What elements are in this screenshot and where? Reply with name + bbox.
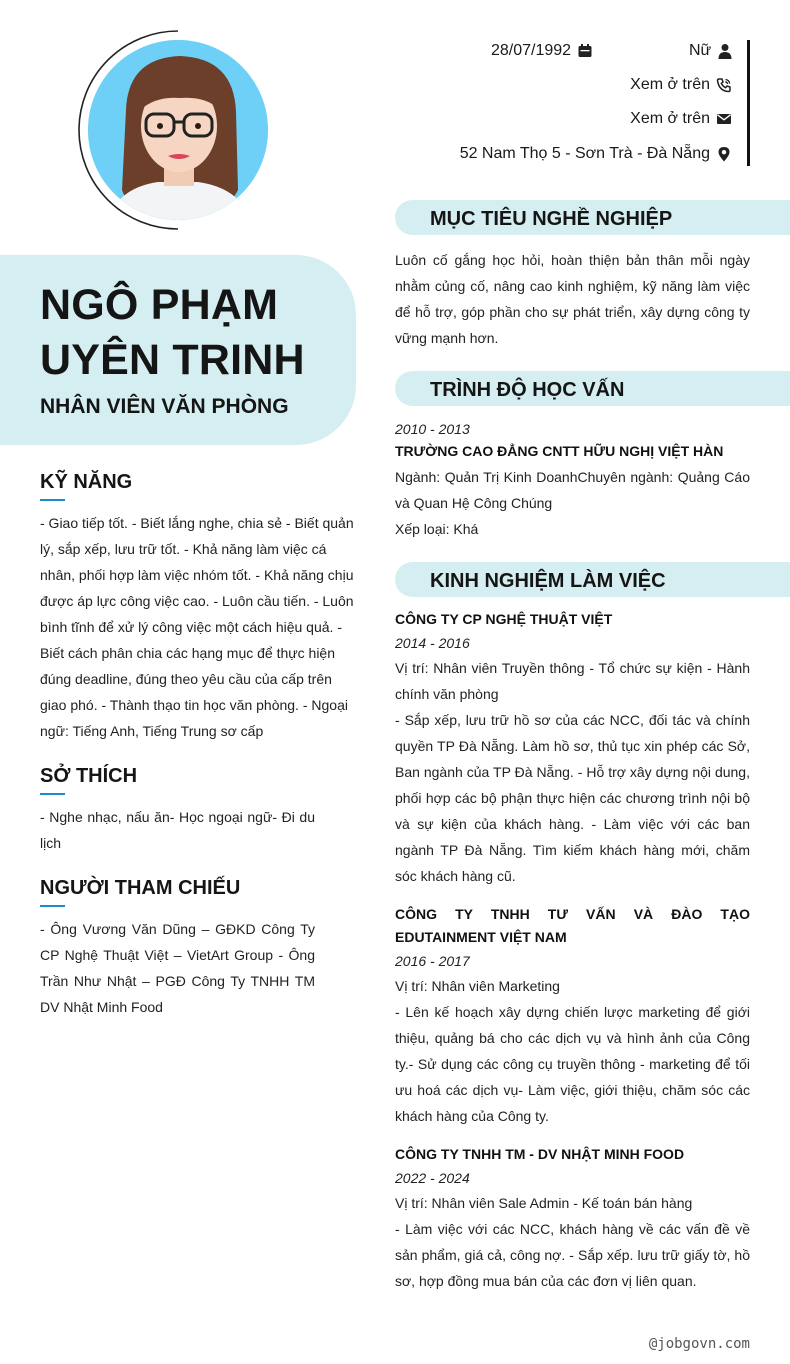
education-grade: Xếp loại: Khá bbox=[395, 521, 479, 537]
job-company: CÔNG TY TNHH TƯ VẤN VÀ ĐÀO TẠO EDUTAINMENT VIỆT NAM bbox=[395, 906, 750, 945]
contact-divider bbox=[747, 40, 750, 166]
job-company: CÔNG TY CP NGHỆ THUẬT VIỆT bbox=[395, 611, 613, 627]
contact-phone bbox=[630, 76, 732, 94]
map-pin-icon bbox=[716, 146, 732, 162]
contact-gender bbox=[689, 42, 733, 60]
job-period: 2014 - 2016 bbox=[395, 635, 470, 651]
address-text: 52 Nam Thọ 5 - Sơn Trà - Đà Nẵng bbox=[459, 145, 710, 162]
hobbies-title: SỞ THÍCH bbox=[40, 765, 138, 787]
candidate-name: NGÔ PHẠM UYÊN TRINH bbox=[40, 281, 305, 384]
job-position: Vị trí: Nhân viên Sale Admin - Kế toán bán hàng bbox=[395, 1195, 693, 1211]
experience-title: KINH NGHIỆM LÀM VIỆC bbox=[430, 570, 666, 592]
avatar bbox=[78, 30, 278, 230]
profile-photo bbox=[88, 40, 268, 220]
skills-title: KỸ NĂNG bbox=[40, 471, 133, 493]
job-description: - Sắp xếp, lưu trữ hồ sơ của các NCC, đối tác và chính quyền TP Đà Nẵng. Làm hồ sơ, thủ tục xin phép các Sở, Ban ngành của TP Đà Nẵng. - Hỗ trợ xây dựng nội dung, phối hợp các bộ phận thực hiện các chương trình nội bộ và sự kiện của khách hàng. - Làm việc với các ban ngành TP Đà Nẵng. Tìm kiếm khách hàng mới, chăm sóc khách hàng cũ. bbox=[395, 712, 750, 884]
email-text: Xem ở trên bbox=[630, 110, 710, 127]
job-title: NHÂN VIÊN VĂN PHÒNG bbox=[40, 395, 289, 418]
education-major: Ngành: Quản Trị Kinh DoanhChuyên ngành: Quảng Cáo và Quan Hệ Công Chúng bbox=[395, 469, 750, 511]
hobbies-text: - Nghe nhạc, nấu ăn- Học ngoại ngữ- Đi du lịch bbox=[40, 809, 315, 851]
job-description: - Làm việc với các NCC, khách hàng về các vấn đề về sản phẩm, giá cả, công nợ. - Sắp xếp. lưu trữ giấy tờ, hồ sơ, hợp đồng mua bán của các đơn vị liên quan. bbox=[395, 1221, 750, 1289]
job-position: Vị trí: Nhân viên Truyền thông - Tổ chức sự kiện - Hành chính văn phòng bbox=[395, 660, 750, 702]
envelope-icon bbox=[716, 111, 732, 127]
education-school: TRƯỜNG CAO ĐẲNG CNTT HỮU NGHỊ VIỆT HÀN bbox=[395, 443, 724, 459]
contact-email bbox=[630, 110, 732, 128]
job-description: - Lên kế hoạch xây dựng chiến lược marketing để giới thiệu, quảng bá cho các dịch vụ và hình ảnh của Công ty.- Sử dụng các công cụ truyền thông - marketing để tối ưu hoá các dịch vụ- Làm việc, giới thiệu, chăm sóc các khách hàng của Công ty. bbox=[395, 1004, 750, 1124]
references-title: NGƯỜI THAM CHIẾU bbox=[40, 877, 241, 899]
skills-text: - Giao tiếp tốt. - Biết lắng nghe, chia sẻ - Biết quản lý, sắp xếp, lưu trữ tốt. - Khả năng làm việc cá nhân, phối hợp làm việc nhóm tốt. - Khả năng chịu được áp lực công việc cao. - Luôn cầu tiến. - Luôn bình tĩnh để xử lý công việc một cách hiệu quả. - Biết cách phân chia các hạng mục để thực hiện đúng deadline, đúng theo yêu cầu của cấp trên giao phó. - Thành thạo tin học văn phòng. - Ngoại ngữ: Tiếng Anh, Tiếng Trung sơ cấp bbox=[40, 515, 354, 739]
objective-text: Luôn cố gắng học hỏi, hoàn thiện bản thân mỗi ngày nhằm củng cố, nâng cao kinh nghiệm, kỹ năng làm việc để hỗ trợ, góp phần cho sự phát triển, xây dựng công ty vững mạnh hơn. bbox=[395, 252, 750, 346]
job-period: 2016 - 2017 bbox=[395, 953, 470, 969]
phone-icon bbox=[716, 77, 732, 93]
job-company: CÔNG TY TNHH TM - DV NHẬT MINH FOOD bbox=[395, 1146, 685, 1162]
hobbies-underline bbox=[40, 793, 65, 795]
footer-watermark: @jobgovn.com bbox=[648, 1336, 750, 1352]
job-period: 2022 - 2024 bbox=[395, 1170, 470, 1186]
gender-text: Nữ bbox=[689, 42, 712, 59]
education-title: TRÌNH ĐỘ HỌC VẤN bbox=[430, 379, 625, 401]
user-icon bbox=[717, 43, 733, 59]
references-underline bbox=[40, 905, 65, 907]
skills-underline bbox=[40, 499, 65, 501]
calendar-icon bbox=[577, 43, 593, 59]
phone-text: Xem ở trên bbox=[630, 76, 710, 93]
references-text: - Ông Vương Văn Dũng – GĐKD Công Ty CP Nghệ Thuật Việt – VietArt Group - Ông Trần Như Nhật – PGĐ Công Ty TNHH TM DV Nhật Minh Food bbox=[40, 921, 315, 1015]
objective-title: MỤC TIÊU NGHỀ NGHIỆP bbox=[430, 208, 673, 230]
contact-address bbox=[460, 145, 732, 163]
education-period: 2010 - 2013 bbox=[395, 421, 470, 437]
contact-dob bbox=[491, 42, 593, 60]
dob-text: 28/07/1992 bbox=[491, 42, 572, 59]
job-position: Vị trí: Nhân viên Marketing bbox=[395, 978, 560, 994]
